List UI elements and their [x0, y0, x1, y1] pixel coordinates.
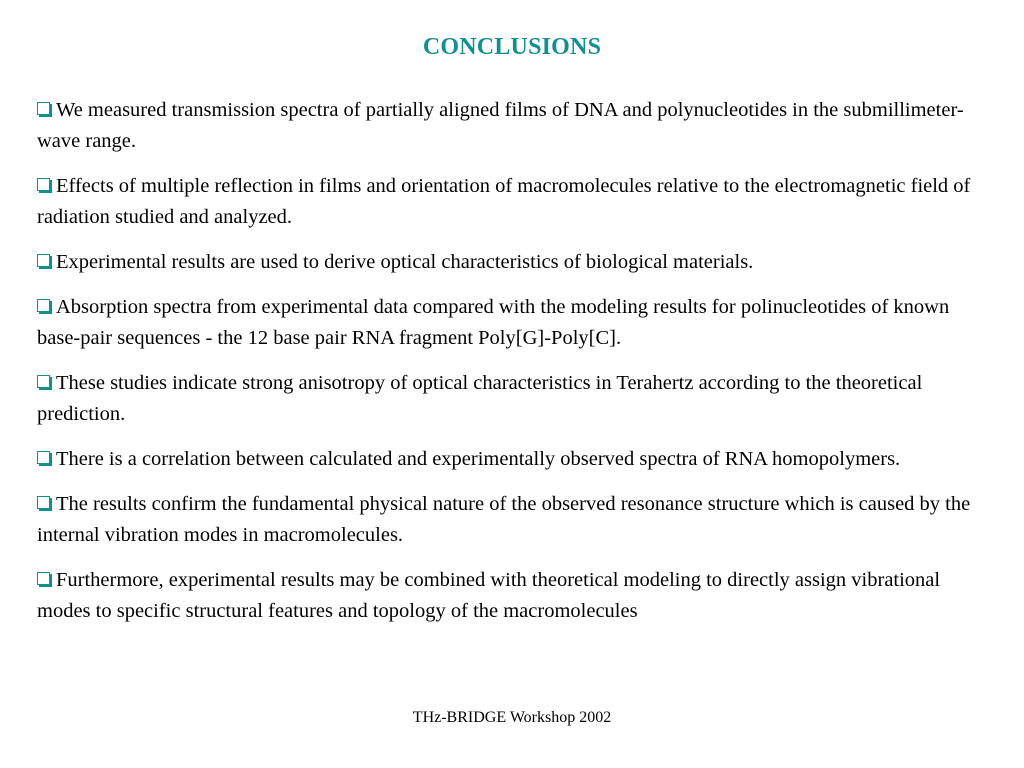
bullet-text: Absorption spectra from experimental data compared with the modeling results for polinucleotides of known base-pair sequences - the 12 base pair RNA fragment Poly[G]-Poly[C].: [37, 296, 950, 349]
bullet-item: [37, 368, 992, 430]
checkbox-square-icon: [37, 102, 50, 115]
slide-title: CONCLUSIONS: [422, 34, 602, 60]
bullet-text: These studies indicate strong anisotropy of optical characteristics in Terahertz according to the theoretical prediction.: [37, 372, 923, 425]
bullet-item: [37, 171, 992, 233]
checkbox-square-icon: [37, 254, 50, 267]
footer-text: THz-BRIDGE Workshop 2002: [412, 709, 612, 726]
checkbox-square-icon: [37, 375, 50, 388]
checkbox-square-icon: [37, 299, 50, 312]
checkbox-square-icon: [37, 572, 50, 585]
bullet-text: There is a correlation between calculated and experimentally observed spectra of RNA homopolymers.: [56, 448, 901, 470]
bullet-item: [37, 489, 992, 551]
bullet-item: [37, 565, 992, 627]
bullet-text: Effects of multiple reflection in films and orientation of macromolecules relative to the electromagnetic field of radiation studied and analyzed.: [37, 175, 971, 228]
checkbox-square-icon: [37, 451, 50, 464]
bullet-text: We measured transmission spectra of partially aligned films of DNA and polynucleotides in the submillimeter-wave range.: [37, 99, 964, 152]
bullet-item: [37, 444, 992, 475]
bullet-item: [37, 247, 992, 278]
bullet-text: The results confirm the fundamental physical nature of the observed resonance structure which is caused by the internal vibration modes in macromolecules.: [37, 493, 971, 546]
bullet-list: [37, 95, 992, 641]
bullet-text: Furthermore, experimental results may be combined with theoretical modeling to directly assign vibrational modes to specific structural features and topology of the macromolecules: [37, 569, 941, 622]
bullet-text: Experimental results are used to derive optical characteristics of biological materials.: [56, 251, 754, 273]
bullet-item: [37, 95, 992, 157]
checkbox-square-icon: [37, 496, 50, 509]
bullet-item: [37, 292, 992, 354]
checkbox-square-icon: [37, 178, 50, 191]
